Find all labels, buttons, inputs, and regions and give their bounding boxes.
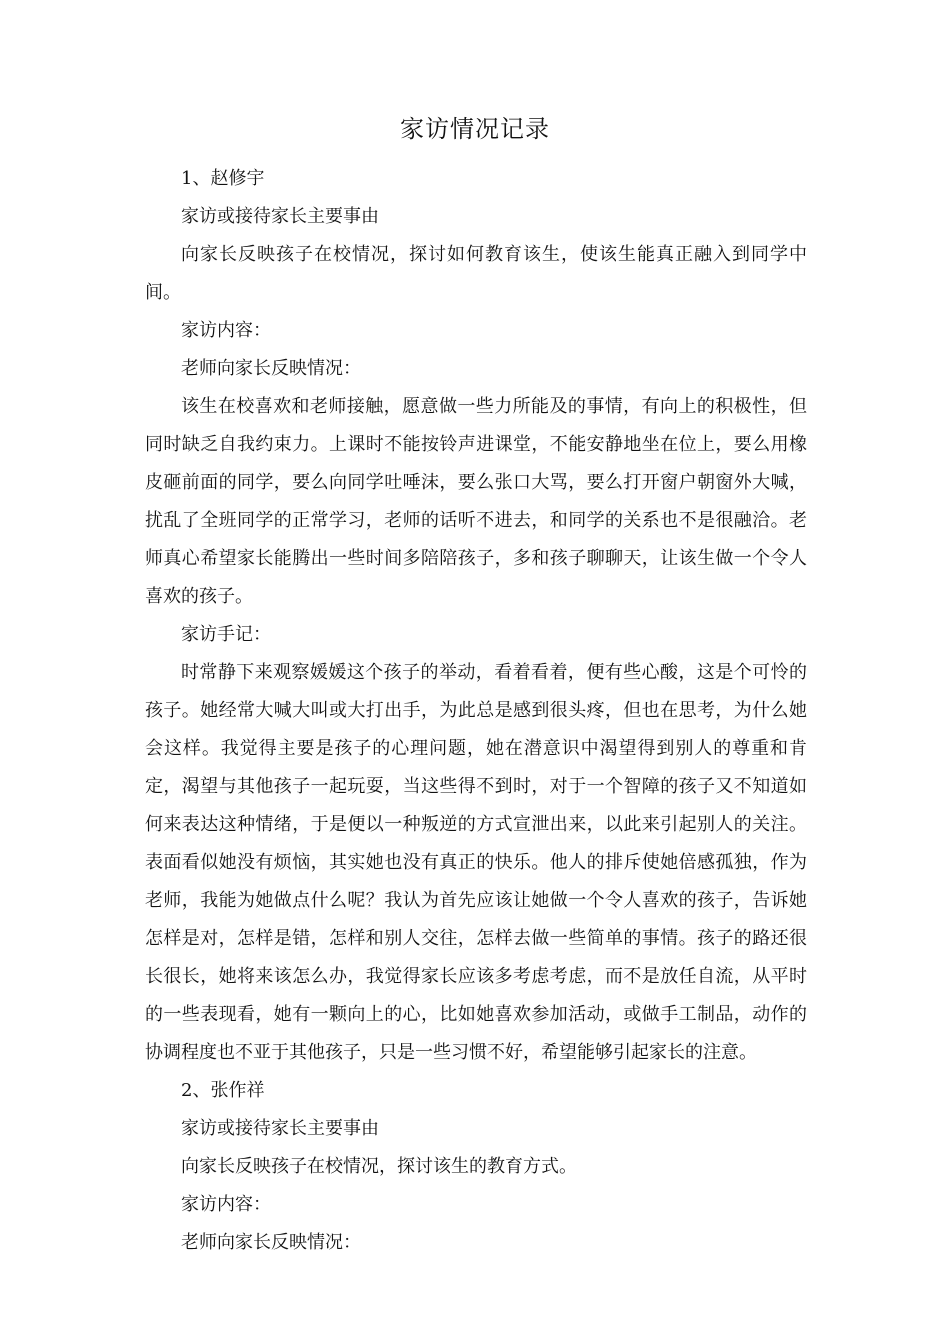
visit-reason-label-2: 家访或接待家长主要事由 — [181, 1118, 379, 1139]
visit-notes-label: 家访手记： — [181, 624, 271, 645]
visit-reason-label: 家访或接待家长主要事由 — [181, 206, 379, 227]
teacher-report-label-2: 老师向家长反映情况： — [181, 1232, 361, 1253]
teacher-report-label: 老师向家长反映情况： — [181, 358, 361, 379]
teacher-report-text: 该生在校喜欢和老师接触，愿意做一些力所能及的事情，有向上的积极性，但同时缺乏自我约束力。上课时不能按铃声进课堂，不能安静地坐在位上，要么用橡皮砸前面的同学，要么向同学吐唾沫，要么张口大骂，要么打开窗户朝窗外大喊，扰乱了全班同学的正常学习，老师的话听不进去，和同学的关系也不是很融洽。老师真心希望家长能腾出一些时间多陪陪孩子，多和孩子聊聊天，让该生做一个令人喜欢的孩子。 — [145, 396, 807, 607]
visit-content-label: 家访内容： — [181, 320, 271, 341]
visit-reason-text-2: 向家长反映孩子在校情况，探讨该生的教育方式。 — [181, 1156, 577, 1177]
visit-content-label-2: 家访内容： — [181, 1194, 271, 1215]
document-body — [145, 160, 807, 1262]
visit-reason-text: 向家长反映孩子在校情况，探讨如何教育该生，使该生能真正融入到同学中间。 — [145, 244, 807, 303]
student-1-heading: 1、赵修宇 — [181, 168, 265, 189]
document-title: 家访情况记录 — [400, 115, 550, 143]
visit-notes-text: 时常静下来观察媛媛这个孩子的举动，看着看着，便有些心酸，这是个可怜的孩子。她经常大喊大叫或大打出手，为此总是感到很头疼，但也在思考，为什么她会这样。我觉得主要是孩子的心理问题，她在潜意识中渴望得到别人的尊重和肯定，渴望与其他孩子一起玩耍，当这些得不到时，对于一个智障的孩子又不知道如何来表达这种情绪，于是便以一种叛逆的方式宣泄出来，以此来引起别人的关注。表面看似她没有烦恼，其实她也没有真正的快乐。他人的排斥使她倍感孤独，作为老师，我能为她做点什么呢？我认为首先应该让她做一个令人喜欢的孩子，告诉她怎样是对，怎样是错，怎样和别人交往，怎样去做一些简单的事情。孩子的路还很长很长，她将来该怎么办，我觉得家长应该多考虑考虑，而不是放任自流，从平时的一些表现看，她有一颗向上的心，比如她喜欢参加活动，或做手工制品，动作的协调程度也不亚于其他孩子，只是一些习惯不好，希望能够引起家长的注意。 — [145, 662, 807, 1063]
student-2-heading: 2、张作祥 — [181, 1080, 265, 1101]
